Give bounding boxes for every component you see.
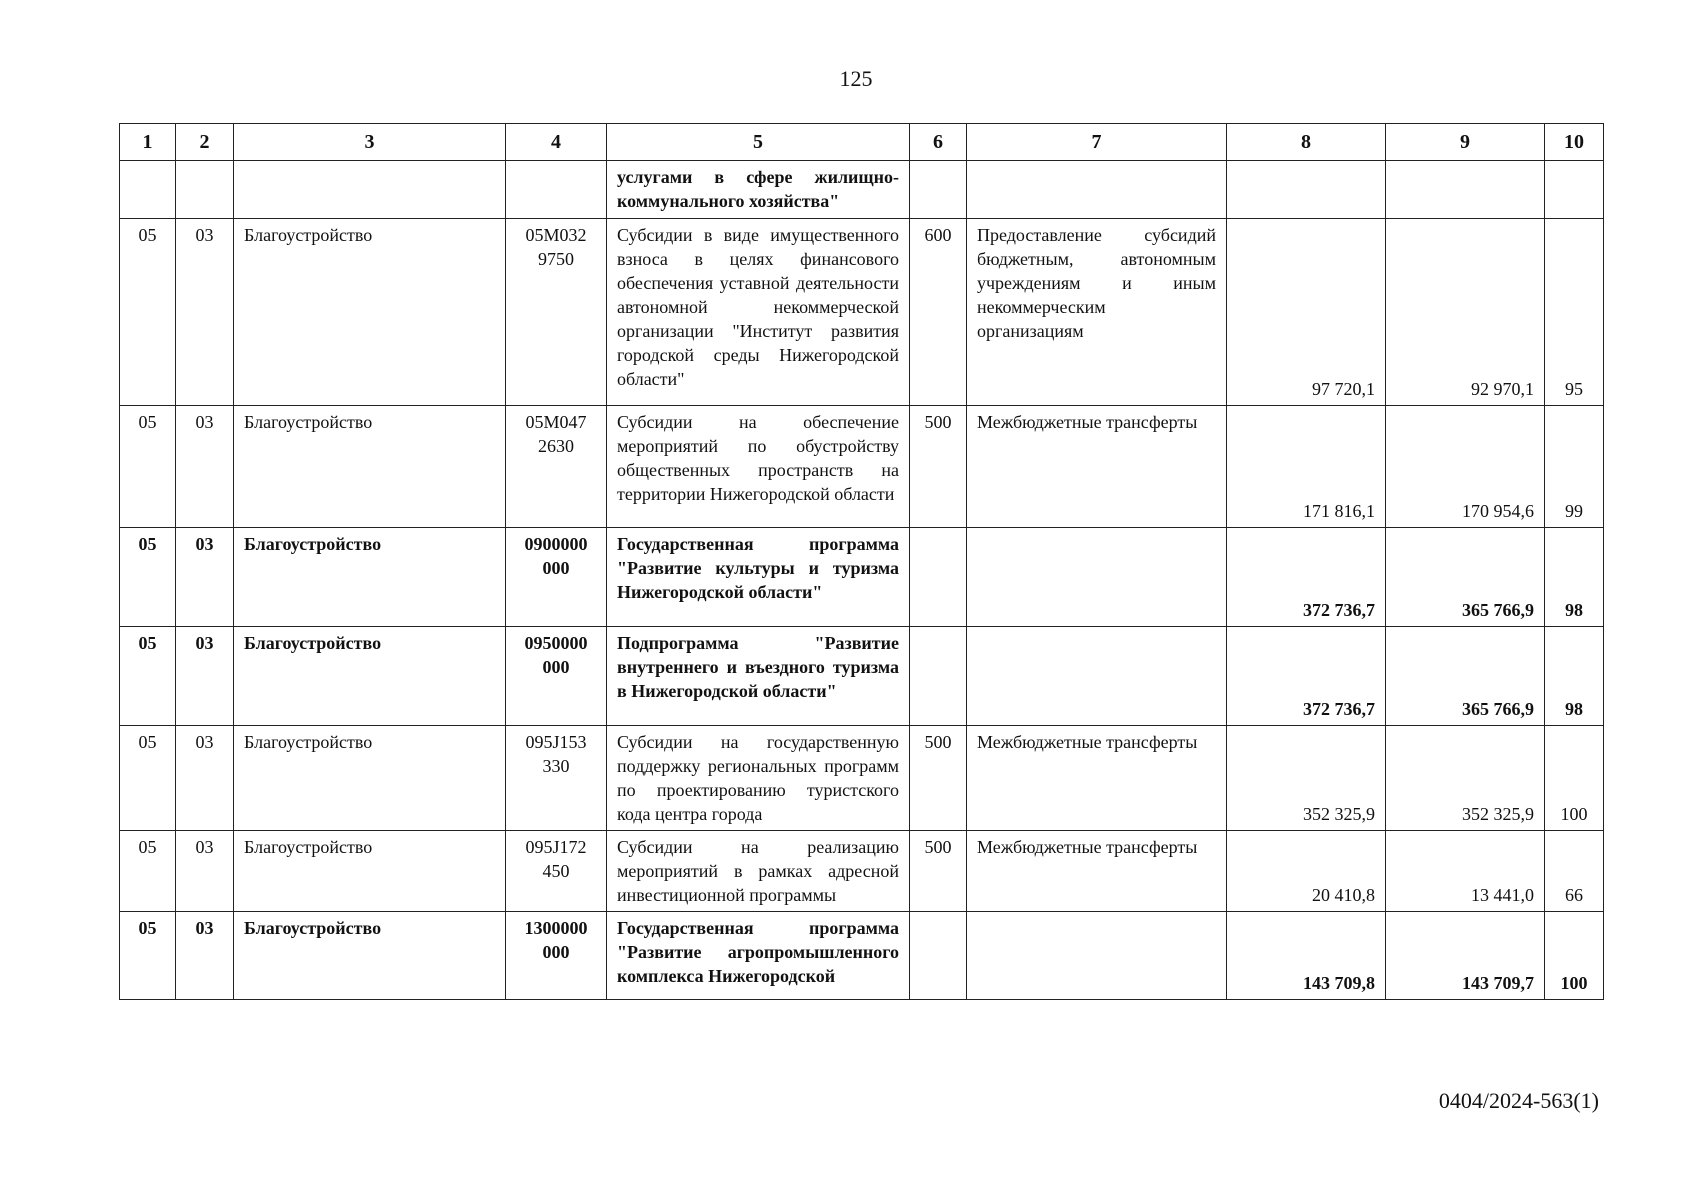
- expense-type-name-cell: [967, 912, 1227, 1000]
- percent-cell: 95: [1545, 219, 1604, 406]
- table-row: [120, 161, 1604, 219]
- actual-amount-cell: 352 325,9: [1386, 726, 1545, 831]
- item-name-cell: Субсидии на государственную поддержку региональных программ по проектированию туристского кода центра города: [607, 726, 910, 831]
- expense-type-code-cell: 500: [910, 406, 967, 528]
- section-name-cell: Благоустройство: [234, 726, 506, 831]
- section-cell: 05: [120, 726, 176, 831]
- table-row: [120, 406, 1604, 528]
- table-row: [120, 912, 1604, 1000]
- item-name-cell: Государственная программа "Развитие культуры и туризма Нижегородской области": [607, 528, 910, 627]
- actual-amount-cell: [1386, 161, 1545, 219]
- subsection-cell: 03: [176, 912, 234, 1000]
- section-cell: 05: [120, 406, 176, 528]
- section-cell: 05: [120, 627, 176, 726]
- expense-type-code-cell: [910, 161, 967, 219]
- section-cell: [120, 161, 176, 219]
- section-cell: 05: [120, 912, 176, 1000]
- target-code-cell: 05М032 9750: [506, 219, 607, 406]
- planned-amount-cell: 372 736,7: [1227, 528, 1386, 627]
- actual-amount-cell: 13 441,0: [1386, 831, 1545, 912]
- section-cell: 05: [120, 528, 176, 627]
- expense-type-code-cell: 500: [910, 726, 967, 831]
- table-header-row: [120, 124, 1604, 161]
- percent-cell: [1545, 161, 1604, 219]
- header-cell: 3: [234, 124, 506, 161]
- percent-cell: 98: [1545, 528, 1604, 627]
- expense-type-name-cell: Предоставление субсидий бюджетным, автономным учреждениям и иным некоммерческим организациям: [967, 219, 1227, 406]
- target-code-cell: 095J153 330: [506, 726, 607, 831]
- section-name-cell: Благоустройство: [234, 831, 506, 912]
- percent-cell: 98: [1545, 627, 1604, 726]
- header-cell: 1: [120, 124, 176, 161]
- subsection-cell: 03: [176, 219, 234, 406]
- subsection-cell: [176, 161, 234, 219]
- budget-table: [119, 123, 1604, 1000]
- header-cell: 8: [1227, 124, 1386, 161]
- expense-type-name-cell: Межбюджетные трансферты: [967, 831, 1227, 912]
- header-cell: 7: [967, 124, 1227, 161]
- section-name-cell: Благоустройство: [234, 528, 506, 627]
- section-cell: 05: [120, 831, 176, 912]
- expense-type-name-cell: [967, 627, 1227, 726]
- percent-cell: 99: [1545, 406, 1604, 528]
- page-number: 125: [839, 66, 873, 91]
- section-name-cell: Благоустройство: [234, 406, 506, 528]
- header-cell: 2: [176, 124, 234, 161]
- header-cell: 4: [506, 124, 607, 161]
- item-name-cell: Государственная программа "Развитие агропромышленного комплекса Нижегородской: [607, 912, 910, 1000]
- item-name-cell: Субсидии в виде имущественного взноса в целях финансового обеспечения уставной деятельности автономной некоммерческой организации "Институт развития городской среды Нижегородской области": [607, 219, 910, 406]
- target-code-cell: 1300000 000: [506, 912, 607, 1000]
- actual-amount-cell: 92 970,1: [1386, 219, 1545, 406]
- item-name-cell: услугами в сфере жилищно-коммунального хозяйства": [607, 161, 910, 219]
- expense-type-name-cell: Межбюджетные трансферты: [967, 406, 1227, 528]
- table-row: [120, 627, 1604, 726]
- planned-amount-cell: 171 816,1: [1227, 406, 1386, 528]
- section-name-cell: Благоустройство: [234, 627, 506, 726]
- table-row: [120, 528, 1604, 627]
- planned-amount-cell: 372 736,7: [1227, 627, 1386, 726]
- planned-amount-cell: 97 720,1: [1227, 219, 1386, 406]
- expense-type-code-cell: [910, 528, 967, 627]
- planned-amount-cell: 143 709,8: [1227, 912, 1386, 1000]
- target-code-cell: 095J172 450: [506, 831, 607, 912]
- target-code-cell: [506, 161, 607, 219]
- table-row: [120, 219, 1604, 406]
- item-name-cell: Субсидии на обеспечение мероприятий по обустройству общественных пространств на территории Нижегородской области: [607, 406, 910, 528]
- actual-amount-cell: 143 709,7: [1386, 912, 1545, 1000]
- percent-cell: 100: [1545, 912, 1604, 1000]
- section-name-cell: Благоустройство: [234, 912, 506, 1000]
- subsection-cell: 03: [176, 831, 234, 912]
- document-code: 0404/2024-563(1): [1438, 1088, 1599, 1113]
- item-name-cell: Подпрограмма "Развитие внутреннего и въездного туризма в Нижегородской области": [607, 627, 910, 726]
- subsection-cell: 03: [176, 726, 234, 831]
- target-code-cell: 0950000 000: [506, 627, 607, 726]
- actual-amount-cell: 170 954,6: [1386, 406, 1545, 528]
- expense-type-code-cell: [910, 912, 967, 1000]
- percent-cell: 66: [1545, 831, 1604, 912]
- actual-amount-cell: 365 766,9: [1386, 528, 1545, 627]
- table-row: [120, 831, 1604, 912]
- header-cell: 9: [1386, 124, 1545, 161]
- planned-amount-cell: 20 410,8: [1227, 831, 1386, 912]
- header-cell: 10: [1545, 124, 1604, 161]
- expense-type-name-cell: Межбюджетные трансферты: [967, 726, 1227, 831]
- target-code-cell: 0900000 000: [506, 528, 607, 627]
- section-cell: 05: [120, 219, 176, 406]
- actual-amount-cell: 365 766,9: [1386, 627, 1545, 726]
- expense-type-code-cell: 500: [910, 831, 967, 912]
- expense-type-code-cell: 600: [910, 219, 967, 406]
- item-name-cell: Субсидии на реализацию мероприятий в рамках адресной инвестиционной программы: [607, 831, 910, 912]
- subsection-cell: 03: [176, 528, 234, 627]
- planned-amount-cell: [1227, 161, 1386, 219]
- section-name-cell: Благоустройство: [234, 219, 506, 406]
- expense-type-code-cell: [910, 627, 967, 726]
- table-row: [120, 726, 1604, 831]
- header-cell: 6: [910, 124, 967, 161]
- percent-cell: 100: [1545, 726, 1604, 831]
- subsection-cell: 03: [176, 627, 234, 726]
- header-cell: 5: [607, 124, 910, 161]
- expense-type-name-cell: [967, 528, 1227, 627]
- section-name-cell: [234, 161, 506, 219]
- planned-amount-cell: 352 325,9: [1227, 726, 1386, 831]
- subsection-cell: 03: [176, 406, 234, 528]
- expense-type-name-cell: [967, 161, 1227, 219]
- target-code-cell: 05М047 2630: [506, 406, 607, 528]
